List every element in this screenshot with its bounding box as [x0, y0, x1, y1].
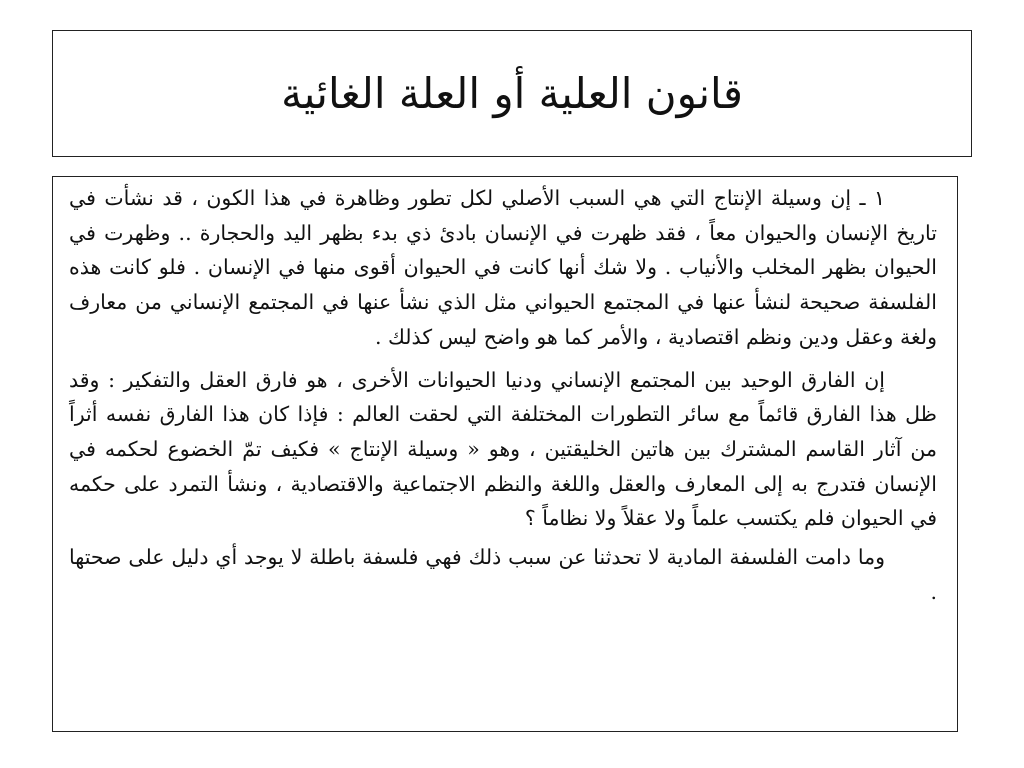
paragraph-1: ١ ـ إن وسيلة الإنتاج التي هي السبب الأصلي لكل تطور وظاهرة في هذا الكون ، قد نشأت في تاريخ الإنسان والحيوان معاً ، فقد ظهرت في الإنسان بادئ ذي بدء بظهر اليد والحجارة .. وظهرت في الحيوان بظهر المخلب والأنياب . ولا شك أنها كانت في الحيوان أقوى منها في الإنسان . فلو كانت هذه الفلسفة صحيحة لنشأ عنها في المجتمع الحيواني مثل الذي نشأ عنها في المجتمع الإنساني من معارف ولغة وعقل ودين ونظم اقتصادية ، والأمر كما هو واضح ليس كذلك .: [69, 186, 937, 349]
slide-title: قانون العلية أو العلة الغائية: [281, 69, 743, 118]
paragraph-3: وما دامت الفلسفة المادية لا تحدثنا عن سبب ذلك فهي فلسفة باطلة لا يوجد أي دليل على صحتها .: [69, 545, 937, 604]
body-text-frame: [52, 176, 958, 732]
title-frame: [52, 30, 972, 157]
paragraph-2: إن الفارق الوحيد بين المجتمع الإنساني ودنيا الحيوانات الأخرى ، هو فارق العقل والتفكير : وقد ظل هذا الفارق قائماً مع سائر التطورات المختلفة التي لحقت العالم : فإذا كان هذا الفارق نفسه أثراً من آثار القاسم المشترك بين هاتين الخليقتين ، وهو « وسيلة الإنتاج » فكيف تمّ الخضوع لحكمه في الإنسان فتدرج به إلى المعارف والعقل واللغة والنظم الاجتماعية والاقتصادية ، ونشأ التمرد على حكمه في الحيوان فلم يكتسب علماً ولا عقلاً ولا نظاماً ؟: [69, 367, 937, 531]
